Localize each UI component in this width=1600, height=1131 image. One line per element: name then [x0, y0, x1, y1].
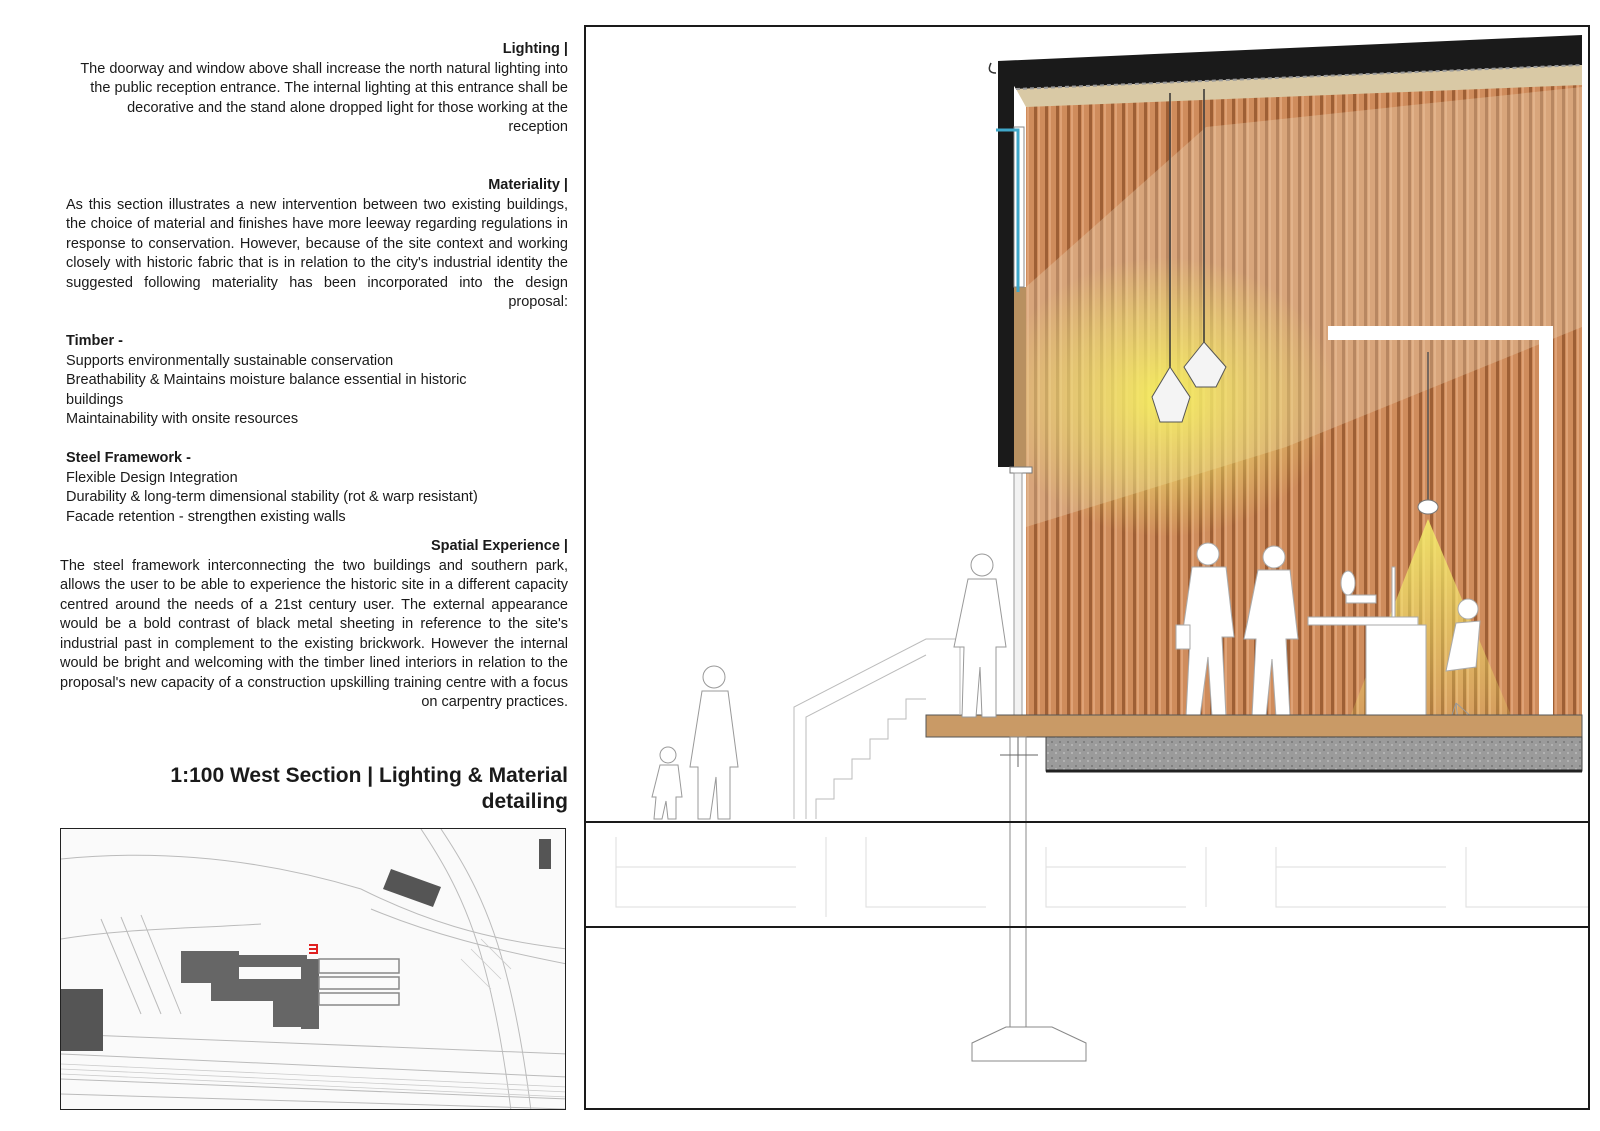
key-plan-building-east	[539, 839, 551, 869]
existing-basement-outline	[616, 837, 1590, 917]
reception-light	[1418, 500, 1438, 514]
gutter	[989, 63, 996, 73]
materiality-heading: Materiality |	[488, 177, 568, 193]
drawing-title-line2: detailing	[481, 790, 568, 813]
lighting-section	[70, 40, 568, 138]
steel-heading: Steel Framework -	[66, 450, 191, 466]
lighting-body: The doorway and window above shall increase the north natural lighting into the public reception entrance. The internal lighting at this entrance shall be decorative and the stand alone dropped light for those working at the reception	[80, 60, 568, 135]
timber-item: Breathability & Maintains moisture balance essential in historic buildings	[66, 372, 467, 408]
key-plan-drawing	[61, 829, 566, 1110]
pad-footing	[972, 1027, 1086, 1061]
key-plan-building-north	[383, 869, 441, 907]
timber-list	[66, 332, 566, 430]
spatial-heading: Spatial Experience |	[430, 538, 568, 554]
key-plan-site-buildings	[181, 951, 319, 1029]
floor-substructure	[1046, 737, 1582, 771]
adult-and-child	[652, 666, 738, 819]
materiality-section	[66, 176, 568, 313]
spatial-body: The steel framework interconnecting the two buildings and southern park, allows the user to be able to experience the historic site in a different capacity centred around the needs of a 21st century user. The external appearance would be a bold contrast of black metal sheeting in reference to the site's industrial past in complement to the existing brickwork. However the internal would be bright and welcoming with the timber lined interiors in relation to the proposal's new capacity of a construction upskilling training centre with a focus on carpentry practices.	[60, 557, 568, 710]
west-section-drawing	[584, 25, 1590, 1110]
section-cut-marker	[309, 945, 317, 953]
steel-list	[66, 449, 566, 527]
facade-timber-panel	[1014, 287, 1026, 467]
person-with-bag	[954, 554, 1006, 717]
steel-item: Durability & long-term dimensional stability (rot & warp resistant)	[66, 489, 478, 505]
floor-slab	[926, 715, 1582, 737]
door-head	[1010, 467, 1032, 473]
key-plan-building-west	[61, 989, 103, 1051]
timber-heading: Timber -	[66, 333, 123, 349]
key-plan-proposal	[319, 959, 399, 1005]
site-key-plan	[60, 828, 566, 1110]
steel-column	[1010, 737, 1026, 1027]
timber-item: Supports environmentally sustainable conservation	[66, 352, 394, 369]
drawing-title-line1: 1:100 West Section | Lighting & Material	[170, 764, 568, 787]
facade-cladding	[998, 61, 1014, 467]
drawing-title	[130, 763, 568, 815]
steel-item: Facade retention - strengthen existing walls	[66, 508, 346, 525]
spatial-section	[60, 537, 568, 713]
lighting-heading: Lighting |	[502, 41, 568, 57]
doorway-frame	[1014, 473, 1022, 735]
timber-item: Maintainability with onsite resources	[66, 411, 299, 427]
steel-item: Flexible Design Integration	[66, 469, 238, 486]
section-svg	[586, 27, 1590, 1110]
materiality-body: As this section illustrates a new intervention between two existing buildings, the choice of material and finishes have more leeway regarding regulations in response to conservation. However, because of the site context and working closely with historic fabric that is in relation to the city's industrial identity the suggested following materiality has been incorporated into the design proposal:	[66, 196, 568, 310]
